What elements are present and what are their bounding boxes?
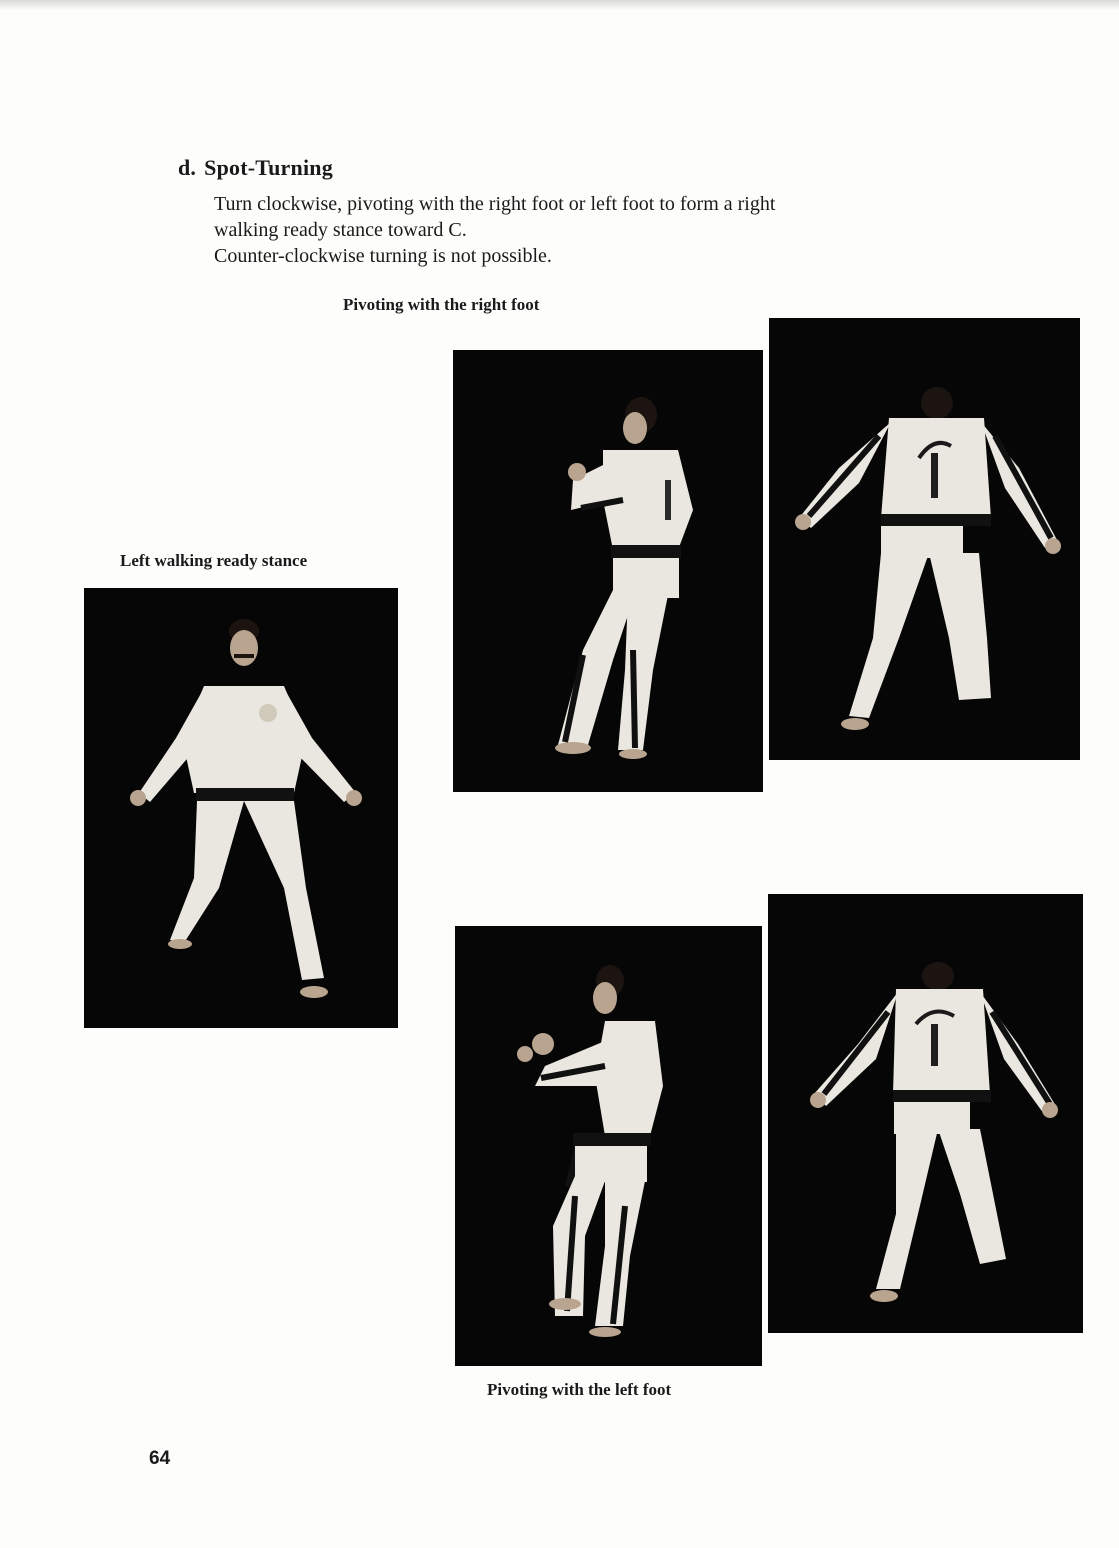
instruction-line: Counter-clockwise turning is not possible. <box>214 245 552 267</box>
photo-pivot-right-foot-back <box>769 318 1080 760</box>
caption-pivot-left-foot: Pivoting with the left foot <box>487 1380 672 1399</box>
section-heading <box>178 155 333 181</box>
instruction-text <box>214 191 775 269</box>
scan-edge-shadow <box>0 0 1119 10</box>
section-number: d. <box>178 155 197 180</box>
photo-pivot-left-foot-back <box>768 894 1083 1333</box>
photo-left-walking-ready-stance <box>84 588 398 1028</box>
instruction-line: walking ready stance toward C. <box>214 219 467 241</box>
instruction-line: Turn clockwise, pivoting with the right foot or left foot to form a right <box>214 193 776 215</box>
photo-pivot-left-foot-side <box>455 926 762 1366</box>
caption-left-walking-stance: Left walking ready stance <box>120 551 308 570</box>
photo-pivot-right-foot-side <box>453 350 763 792</box>
section-title: Spot-Turning <box>204 155 333 180</box>
page-number: 64 <box>149 1448 171 1469</box>
caption-pivot-right-foot: Pivoting with the right foot <box>343 295 540 314</box>
